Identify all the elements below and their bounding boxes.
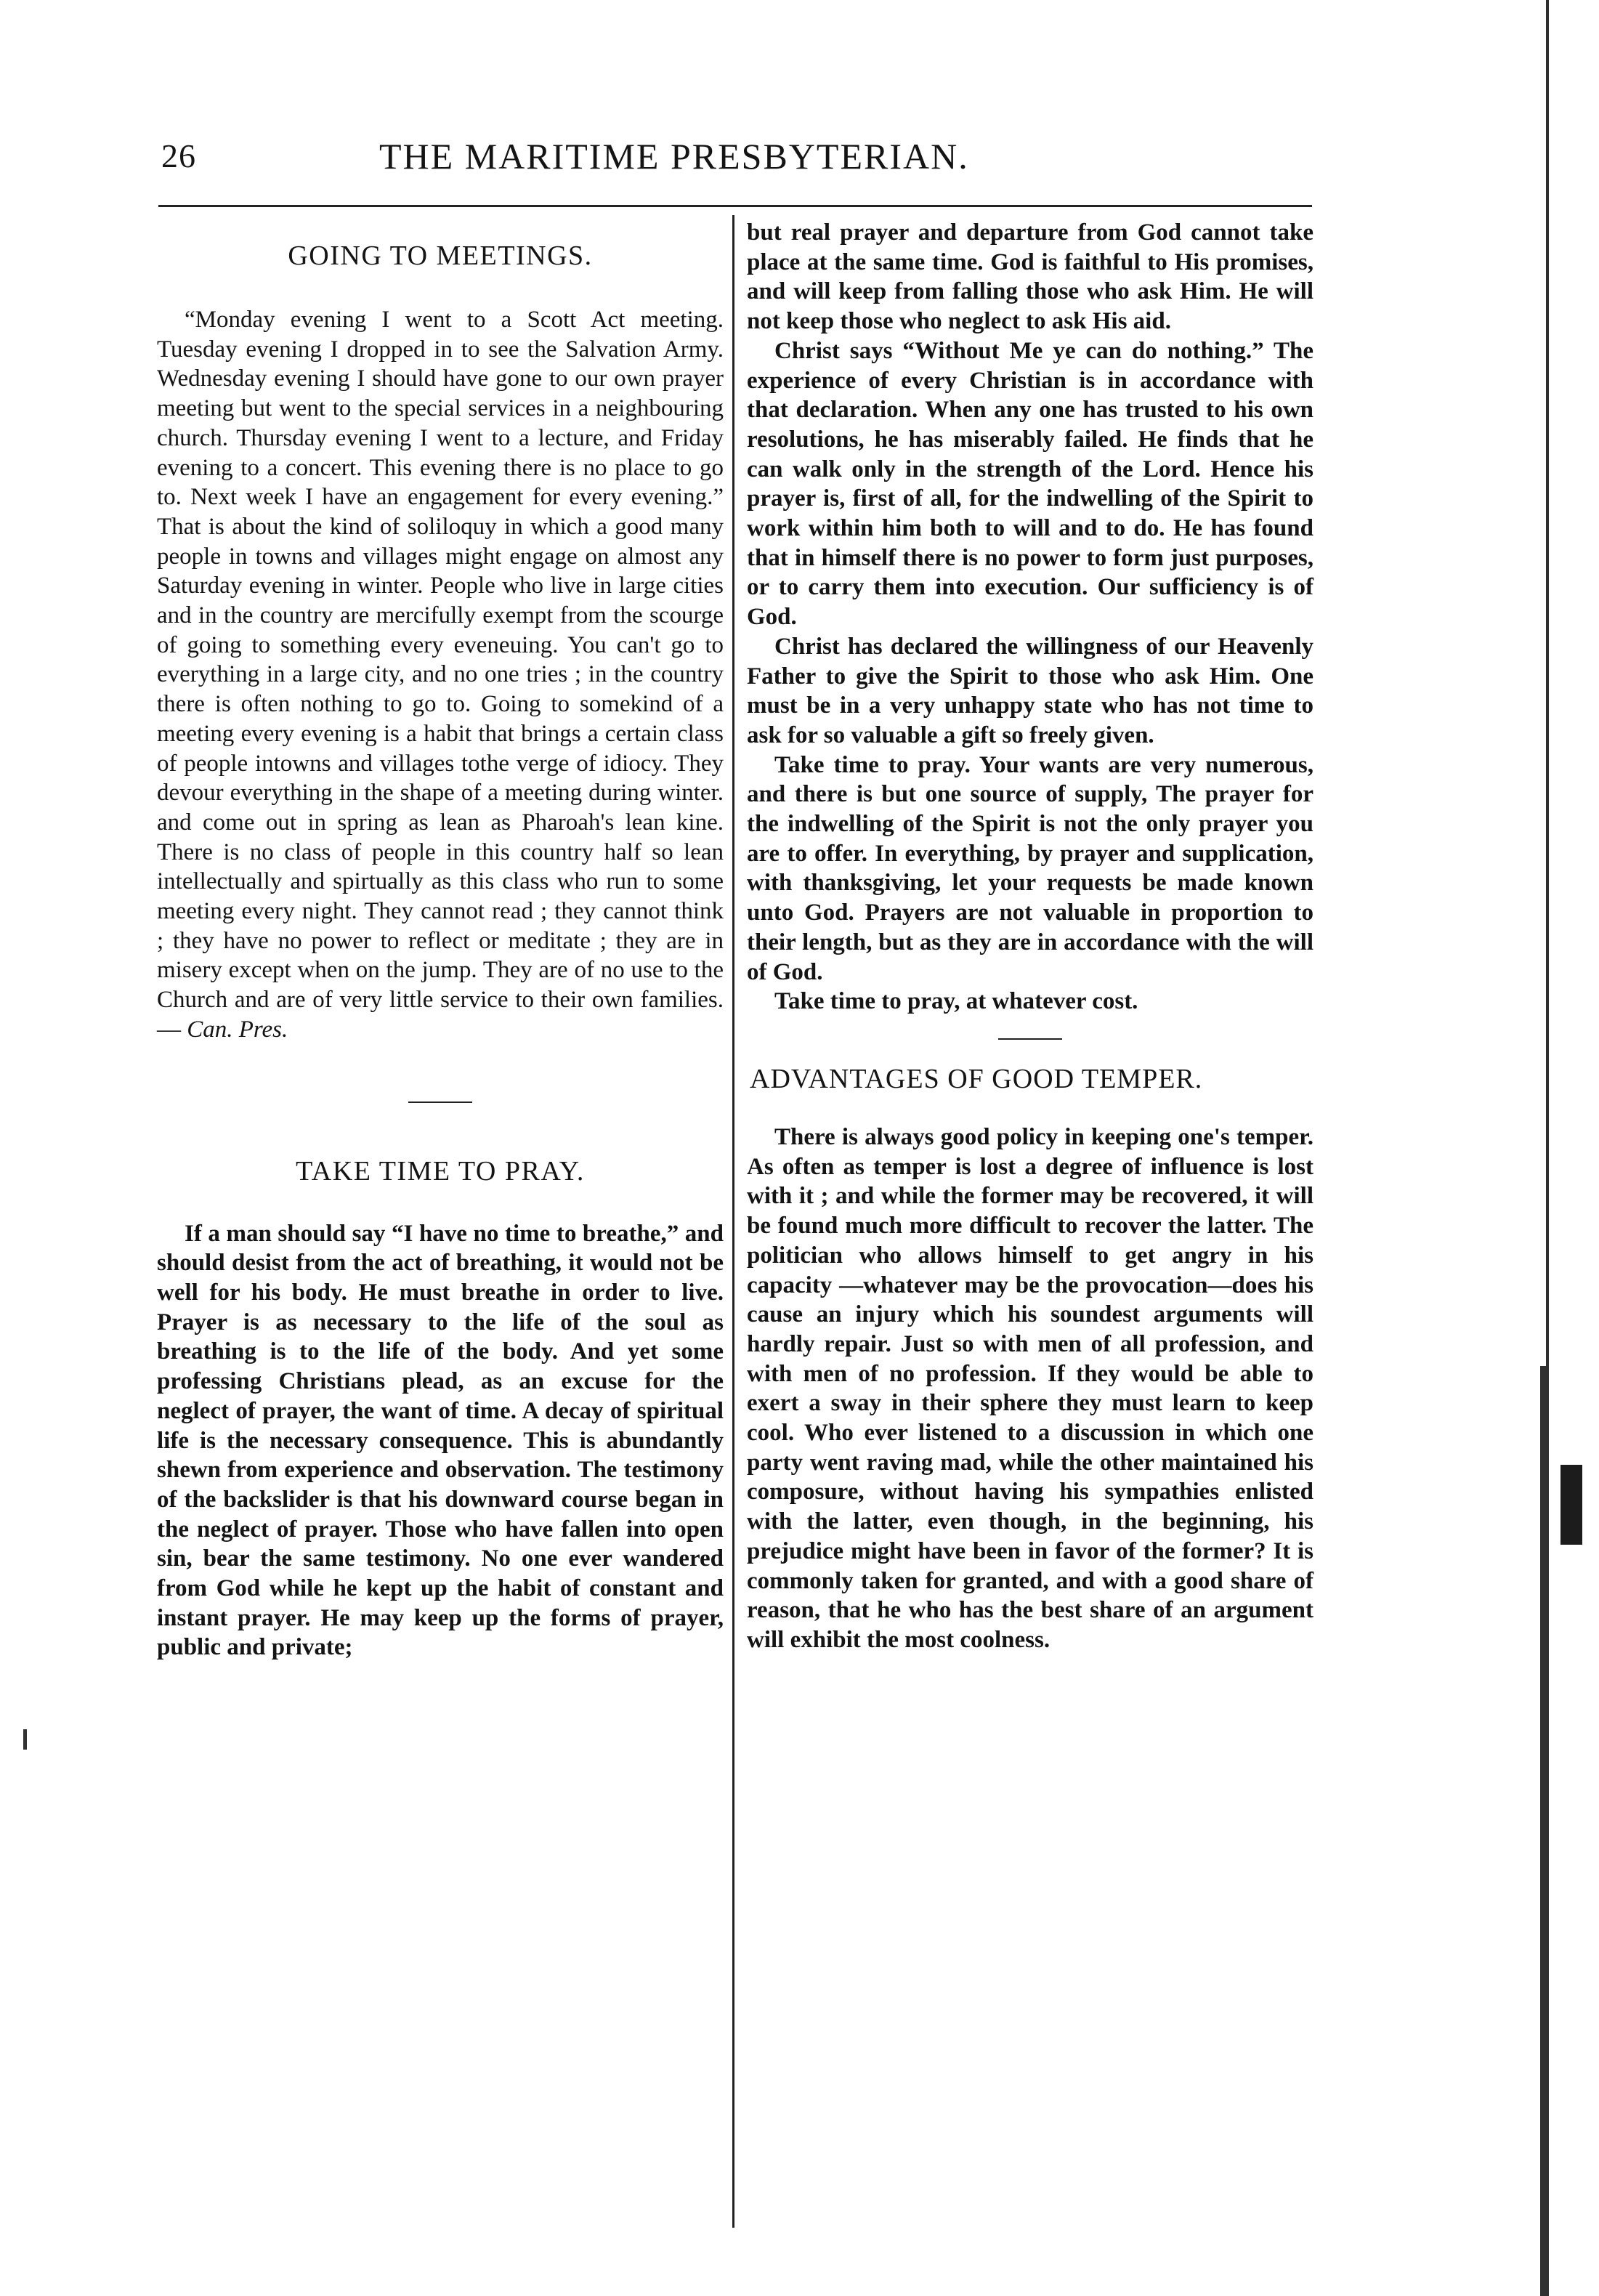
article-body-advantages-of-good-temper: There is always good policy in keeping one's temper. As often as temper is lost a degree of influence is lost with it ; and while the former may be recovered, it will be found much more difficult to recover the latter. The politician who allows himself to get angry in his capacity —whatever may be the provocation—does his cause an injury which his soundest arguments will hardly repair. Just so with men of all profession, and with men of no profession. If they would be able to exert a sway in their sphere they must learn to keep cool. Who ever listened to a discussion in which one party went raving mad, while the other maintained his composure, without having his sympathies enlisted with the latter, even though, in the beginning, his prejudice might have been in favor of the former? It is commonly taken for granted, and with a good share of reason, that he who has the best share of an argument will exhibit the most coolness. (747, 1123, 1313, 1653)
going-to-meetings-text: “Monday evening I went to a Scott Act meeting. Tuesday evening I dropped in to see the Salvation Army. Wednesday evening I should have gone to our own prayer meeting but went to the special services in a neighbouring church. Thursday evening I went to a lecture, and Friday evening to a concert. This evening there is no place to go to. Next week I have an engagement for every evening.” That is about the kind of soliloquy in which a good many people in towns and villages might engage on almost any Saturday evening in winter. People who live in large cities and in the country are mercifully exempt from the scourge of going to something every eveneuing. You can't go to everything in a large city, and no one tries ; in the country there is often nothing to go to. Going to somekind of a meeting every evening is a habit that brings a certain class of people intowns and villages tothe verge of idiocy. They devour everything in the shape of a meeting during winter. and come out in spring as lean as Pharoah's lean kine. There is no class of people in this country half so lean intellectually and spirtually as this class who run to some meeting every night. They cannot read ; they cannot think ; they have no power to reflect or meditate ; they are in misery except when on the jump. They are of no use to the Church and are of very little service to their own families.— (157, 307, 724, 1043)
article-title-take-time-to-pray: TAKE TIME TO PRAY. (296, 1155, 585, 1187)
page-header (161, 129, 1309, 187)
stray-ink-mark (23, 1729, 27, 1750)
page-edge-line (1546, 0, 1549, 2296)
take-time-to-pray-paragraph-4: Take time to pray. Your wants are very numerous, and there is but one source of supply, The prayer for the indwelling of the Spirit is not the only prayer you are to offer. In everything, by prayer and supplication, with thanksgiving, let your requests be made known unto God. Prayers are not valuable in proportion to their length, but as they are in accordance with the will of God. (747, 751, 1313, 985)
article-divider (998, 1038, 1062, 1040)
article-source: Can. Pres. (187, 1016, 288, 1043)
article-body-take-time-to-pray: If a man should say “I have no time to breathe,” and should desist from the act of breathing, it would not be well for his body. He must breathe in order to live. Prayer is as necessary to the life of the soul as breathing is to the life of the body. And yet some professing Christians plead, as an excuse for the neglect of prayer, the want of time. A decay of spiritual life is the necessary consequence. This is abundantly shewn from experience and observation. The testimony of the backslider is that his downward course began in the neglect of prayer. Those who have fallen into open sin, bear the same testimony. No one ever wandered from God while he kept up the habit of constant and instant prayer. He may keep up the forms of prayer, public and private; (157, 1220, 724, 1661)
take-time-to-pray-paragraph-3: Christ has declared the willingness of our Heavenly Father to give the Spirit to those who ask Him. One must be in a very unhappy state who has not time to ask for so valuable a gift so freely given. (747, 633, 1313, 748)
right-column (747, 218, 1313, 1655)
page-number: 26 (161, 137, 196, 174)
article-title-advantages-of-good-temper: ADVANTAGES OF GOOD TEMPER. (750, 1063, 1203, 1094)
article-title-going-to-meetings: GOING TO MEETINGS. (288, 240, 593, 271)
page-edge-line-lower (1540, 1366, 1546, 2296)
page-edge-tab (1560, 1465, 1582, 1545)
left-column (157, 218, 724, 1662)
article-divider (408, 1101, 472, 1103)
column-rule (732, 215, 734, 2228)
article-body-going-to-meetings (157, 305, 724, 1045)
masthead-title: THE MARITIME PRESBYTERIAN. (379, 136, 969, 177)
take-time-to-pray-paragraph-5: Take time to pray, at whatever cost. (774, 988, 1138, 1015)
header-rule (158, 205, 1312, 207)
take-time-to-pray-continued: but real prayer and departure from God cannot take place at the same time. God is faithful to His promises, and will keep from falling those who ask Him. He will not keep those who neglect to ask His aid. (747, 219, 1313, 335)
take-time-to-pray-paragraph-2: Christ says “Without Me ye can do nothing.” The experience of every Christian is in accordance with that declaration. When any one has trusted to his own resolutions, he has miserably failed. He finds that he can walk only in the strength of the Lord. Hence his prayer is, first of all, for the indwelling of the Spirit to work within him both to will and to do. He has found that in himself there is no power to form just purposes, or to carry them into execution. Our sufficiency is of God. (747, 337, 1313, 631)
